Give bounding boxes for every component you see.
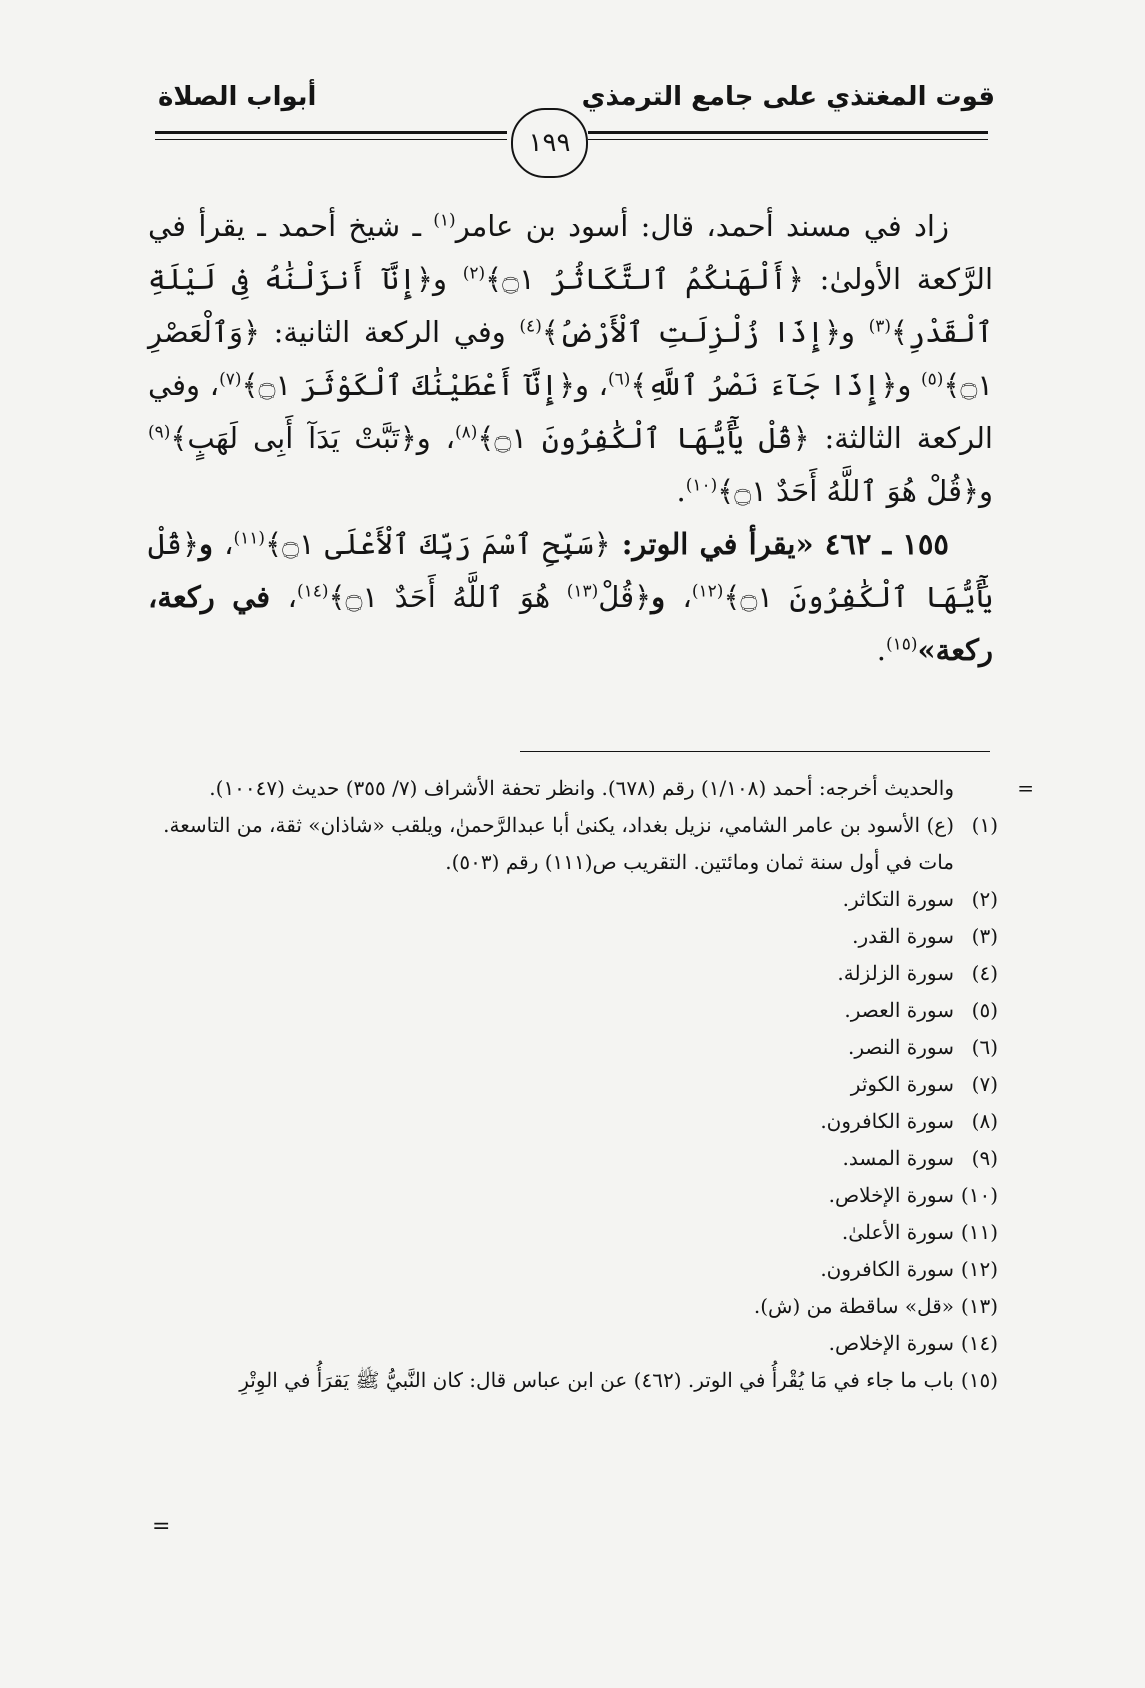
footnote-text: «قل» ساقطة من (ش). (753, 1294, 954, 1318)
footnote-number: (١٠) (960, 1183, 998, 1207)
text-run: و (978, 474, 993, 508)
footnote-number: (١٣) (960, 1294, 998, 1318)
text-run: . (876, 633, 886, 667)
text-run: ، و (416, 421, 455, 455)
quran-quote: ﴿تَبَّتْ يَدَآ أَبِى لَهَبٍ﴾ (170, 421, 417, 455)
footnote (148, 1103, 998, 1140)
footnote-ref[interactable]: (١٠) (685, 475, 718, 496)
footnote-text: سورة التكاثر. (842, 887, 954, 911)
footnote-text: (ع) الأسود بن عامر الشامي، نزيل بغداد، يكنىٰ أبا عبدالرَّحمنٰ، ويلقب «شاذان» ثقة، من التاسعة. مات في أول سنة ثمان ومائتين. التقريب ص(١١١) رقم (٥٠٣). (163, 813, 954, 874)
footnote (148, 955, 998, 992)
footnote-ref[interactable]: (١) (433, 210, 456, 231)
footnote-separator (520, 751, 990, 752)
footnote-number: (١١) (960, 1220, 998, 1244)
header-rule-left-thick (155, 131, 507, 134)
text-run: و (840, 315, 869, 349)
quran-quote: ﴿إِذَا زُلْزِلَتِ ٱلْأَرْضُ﴾ (541, 315, 841, 349)
header-rule-left-thin (155, 139, 507, 140)
footnote-number: (٢) (971, 887, 998, 911)
footnote-ref[interactable]: (٢) (462, 263, 486, 284)
footnote-number: (١٥) (960, 1368, 998, 1392)
continuation-mark-bottom: = (152, 1514, 171, 1539)
page-number: ١٩٩ (511, 108, 588, 178)
quran-quote: ﴿إِنَّآ أَنزَلْنَٰهُ فِى لَيْلَةِ ٱلْقَدْرِ﴾ (148, 262, 993, 349)
text-run: . (676, 474, 686, 508)
quran-quote: ﴿قُلْ يَٰٓأَيُّهَا ٱلْكَٰفِرُونَ ۝١﴾ (148, 527, 993, 614)
running-title-chapter: أبواب الصلاة (158, 82, 317, 112)
footnote-text: سورة الكوثر (850, 1072, 954, 1096)
running-title-book: قوت المغتذي على جامع الترمذي (581, 82, 995, 112)
hadith-entry (148, 518, 993, 677)
footnote-text: سورة الإخلاص. (828, 1183, 954, 1207)
footnote-ref[interactable]: (١٤) (296, 581, 329, 602)
text-run: و (651, 580, 683, 614)
footnote-number: (٥) (971, 998, 998, 1022)
text-run: ، (682, 580, 692, 614)
footnote-number: (١٤) (960, 1331, 998, 1355)
footnote-ref[interactable]: (١٢) (691, 581, 724, 602)
quran-quote: ﴿إِنَّآ أَعْطَيْنَٰكَ ٱلْكَوْثَرَ ۝١﴾ (241, 368, 575, 402)
hadith-text: «يقرأ في الوتر: (610, 527, 814, 561)
footnote-ref[interactable]: (٣) (868, 316, 892, 337)
footnote (148, 1177, 998, 1214)
footnote (148, 918, 998, 955)
footnote-text: سورة الإخلاص. (828, 1331, 954, 1355)
footnote (148, 992, 998, 1029)
text-run: ، (224, 527, 234, 561)
footnote (148, 1140, 998, 1177)
footnote-ref[interactable]: (٩) (148, 422, 171, 443)
header-rule-right-thick (588, 131, 988, 134)
footnote (148, 807, 998, 881)
footnote-text: سورة الزلزلة. (837, 961, 954, 985)
header-rule-right-thin (588, 139, 988, 140)
quran-quote: ﴿قُلْ (598, 580, 652, 614)
footnote-number: (٦) (971, 1035, 998, 1059)
footnote (148, 1214, 998, 1251)
footnote-number: (٩) (971, 1146, 998, 1170)
footnote-text: باب ما جاء في مَا يُقْرأُ في الوتر. (٤٦٢) عن ابن عباس قال: كان النَّبيُّ ﷺ يَقرَأُ في الوِتْرِ (239, 1368, 954, 1392)
quran-quote: ﴿قُلْ يَٰٓأَيُّهَا ٱلْكَٰفِرُونَ ۝١﴾ (477, 421, 810, 455)
quran-quote: ﴿سَبِّحِ ٱسْمَ رَبِّكَ ٱلْأَعْلَى ۝١﴾ (265, 527, 611, 561)
text-run: ، (287, 580, 297, 614)
footnote-text: سورة العصر. (844, 998, 954, 1022)
text-run: و (432, 262, 463, 296)
footnote (148, 1325, 998, 1362)
footnote-text: سورة القدر. (852, 924, 954, 948)
text-run: زاد في مسند أحمد، قال: أسود بن عامر (455, 209, 949, 243)
footnote-number: (٧) (971, 1072, 998, 1096)
footnote-text: سورة النصر. (847, 1035, 954, 1059)
footnote (148, 1066, 998, 1103)
footnote-ref[interactable]: (٨) (455, 422, 478, 443)
quran-quote: ﴿وَٱلْعَصْرِ ۝١﴾ (148, 315, 993, 402)
footnote-ref[interactable]: (١٣) (566, 581, 599, 602)
quran-quote: ﴿إِذَا جَآءَ نَصْرُ ٱللَّهِ﴾ (630, 368, 898, 402)
main-text (148, 200, 993, 677)
hadith-text: في ركعة، ركعة» (148, 580, 993, 667)
footnote-text: سورة الكافرون. (820, 1257, 954, 1281)
quran-quote: ﴿قُلْ هُوَ ٱللَّهُ أَحَدٌ ۝١﴾ (717, 474, 979, 508)
footnote-ref[interactable]: (١١) (233, 528, 266, 549)
footnote (148, 1029, 998, 1066)
footnote-ref[interactable]: (١٥) (885, 634, 918, 655)
footnote-text: والحديث أخرجه: أحمد (١/١٠٨) رقم (٦٧٨). وانظر تحفة الأشراف (٧/ ٣٥٥) حديث (١٠٠٤٧). (209, 776, 954, 800)
paragraph-musnad-addition (148, 200, 993, 518)
text-run: و (897, 368, 921, 402)
text-run: ، وفي الركعة الثالثة: (148, 368, 993, 455)
footnote-ref[interactable]: (٧) (219, 369, 242, 390)
footnote-ref[interactable]: (٤) (519, 316, 542, 337)
footnote-text: سورة الكافرون. (820, 1109, 954, 1133)
text-run: ، و (574, 368, 608, 402)
footnote-ref[interactable]: (٦) (608, 369, 631, 390)
footnote (148, 1288, 998, 1325)
footnote-text: سورة الأعلىٰ. (841, 1220, 954, 1244)
footnotes (148, 770, 1034, 1399)
text-run: وفي الركعة الثانية: (259, 315, 520, 349)
hadith-number: ١٥٥ ـ ٤٦٢ (813, 527, 949, 561)
footnote (148, 1251, 998, 1288)
footnote-number: (٤) (971, 961, 998, 985)
footnote-continuation (148, 770, 1034, 807)
footnote-ref[interactable]: (٥) (920, 369, 944, 390)
footnote (148, 881, 998, 918)
text-run: ـ شيخ أحمد ـ يقرأ في الرَّكعة الأولىٰ: (148, 209, 993, 296)
footnote-number: (٣) (971, 924, 998, 948)
quran-quote: ﴿أَلْهَىٰكُمُ ٱلتَّكَاثُرُ ۝١﴾ (485, 262, 804, 296)
footnote-number: (٨) (971, 1109, 998, 1133)
text-run: و (198, 527, 225, 561)
footnote-number: (١) (971, 813, 998, 837)
continuation-mark: = (1017, 776, 1034, 800)
quran-quote: هُوَ ٱللَّهُ أَحَدٌ ۝١﴾ (328, 580, 567, 614)
footnote-number: (١٢) (960, 1257, 998, 1281)
footnote-text: سورة المسد. (842, 1146, 954, 1170)
footnote (148, 1362, 998, 1399)
